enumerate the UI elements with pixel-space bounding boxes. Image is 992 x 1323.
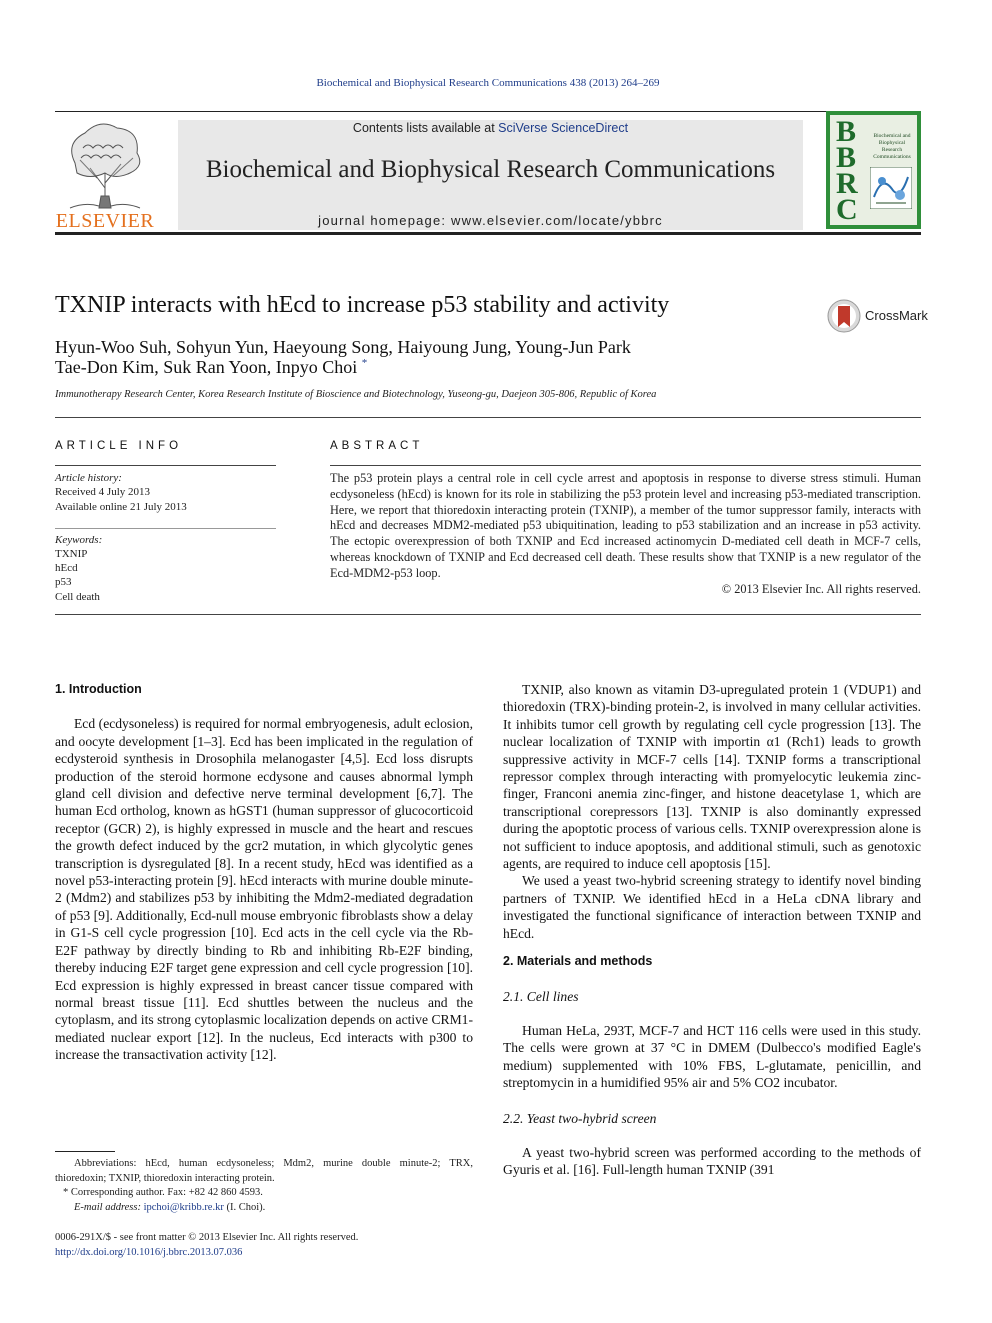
- divider: [55, 465, 276, 466]
- intro-paragraph-3: We used a yeast two-hybrid screening strategy to identify novel binding partners of TXNIP. We identified hEcd in a HeLa cDNA library and investigated the functional significance of interaction between TXNIP and hEcd.: [503, 873, 921, 941]
- cover-letter: R: [836, 167, 858, 200]
- cover-letter: B: [836, 115, 857, 148]
- cover-title-line: Communications: [873, 154, 911, 160]
- doi-link[interactable]: http://dx.doi.org/10.1016/j.bbrc.2013.07.036: [55, 1246, 243, 1258]
- online-date: Available online 21 July 2013: [55, 501, 187, 513]
- footnote-rule: [55, 1151, 115, 1152]
- body-column-left: [55, 681, 473, 1064]
- divider: [55, 528, 276, 529]
- abbreviations-footnote: Abbreviations: hEcd, human ecdysoneless; Mdm2, murine double minute-2; TRX, thioredoxin; TXNIP, thioredoxin interacting protein.: [55, 1158, 473, 1184]
- issn-line: 0006-291X/$ - see front matter © 2013 Elsevier Inc. All rights reserved.: [55, 1232, 359, 1243]
- journal-cover-thumbnail: [826, 111, 921, 229]
- cell-lines-paragraph: Human HeLa, 293T, MCF-7 and HCT 116 cells were used in this study. The cells were grown at 37 °C in DMEM (Dulbecco's modified Eagle's medium) supplemented with 10% FBS, L-glutamate, penicillin, and streptomycin in a humidified 95% air and 5% CO2 incubator.: [503, 1022, 921, 1091]
- cover-title-line: Biophysical: [878, 140, 906, 146]
- contents-prefix: Contents lists available at: [352, 121, 499, 135]
- abstract-heading: ABSTRACT: [330, 440, 424, 452]
- cover-letter: B: [836, 141, 857, 174]
- keyword: hEcd: [55, 562, 78, 575]
- email-footnote: [55, 1201, 473, 1216]
- keywords-label: Keywords:: [55, 534, 103, 546]
- article-title: TXNIP interacts with hEcd to increase p53 stability and activity: [55, 292, 670, 318]
- email-label: E-mail address:: [74, 1201, 144, 1213]
- issn-block: [55, 1231, 358, 1260]
- keywords-list: [55, 547, 100, 604]
- received-date: Received 4 July 2013: [55, 486, 151, 498]
- yeast-two-hybrid-paragraph: A yeast two-hybrid screen was performed according to the methods of Gyuris et al. [16]. Full-length human TXNIP (391: [503, 1144, 921, 1178]
- divider: [330, 465, 921, 466]
- cover-illustration: [870, 167, 912, 209]
- divider: [55, 614, 921, 615]
- subsection-heading-yeast-two-hybrid: 2.2. Yeast two-hybrid screen: [503, 1110, 657, 1126]
- cover-title-line: Biochemical and: [873, 133, 911, 139]
- author-names: Tae-Don Kim, Suk Ran Yoon, Inpyo Choi: [55, 357, 358, 377]
- footnotes: [55, 1157, 473, 1215]
- contents-line: [178, 121, 803, 135]
- citation-link[interactable]: Biochemical and Biophysical Research Communications 438 (2013) 264–269: [316, 77, 660, 89]
- header-rule-bottom: [55, 232, 921, 235]
- author-list-line-2: [55, 357, 367, 378]
- journal-homepage[interactable]: journal homepage: www.elsevier.com/locate/ybbrc: [318, 213, 663, 228]
- keyword: TXNIP: [55, 548, 88, 560]
- cover-title-line: Research: [881, 147, 903, 153]
- subsection-heading-cell-lines: 2.1. Cell lines: [503, 988, 579, 1004]
- section-heading-methods: 2. Materials and methods: [503, 954, 653, 969]
- author-list-line-1: Hyun-Woo Suh, Sohyun Yun, Haeyoung Song, Haiyoung Jung, Young-Jun Park: [55, 337, 631, 357]
- article-history-label: Article history:: [55, 472, 122, 484]
- abstract-text: The p53 protein plays a central role in cell cycle arrest and apoptosis in response to diverse stress stimuli. Human ecdysoneless (hEcd) is known for its role in stabilizing the p53 protein level and increasing p53-mediated transcription. Here, we report that thioredoxin interacting protein (TXNIP), a member of the tumor suppressor family, interacts with hEcd and decreases MDM2-mediated p53 ubiquitination, leading to p53 stabilization and an increase in p53 activity. The ectopic overexpression of both TXNIP and Ecd increased actinomycin D-mediated cell death in MCF-7 cells, whereas knockdown of TXNIP and Ecd decreased cell death. These results show that TXNIP is a new regulator of the Ecd-MDM2-p53 loop.: [330, 471, 921, 580]
- abstract-body: [330, 471, 921, 597]
- crossmark-icon[interactable]: [826, 298, 862, 334]
- sciencedirect-link[interactable]: SciVerse ScienceDirect: [498, 121, 629, 135]
- abstract-copyright: © 2013 Elsevier Inc. All rights reserved.: [721, 581, 921, 596]
- header-rule-top: [55, 111, 921, 112]
- cover-letter: C: [836, 193, 858, 226]
- email-suffix: (I. Choi).: [223, 1201, 266, 1213]
- divider: [55, 417, 921, 418]
- intro-paragraph-1: Ecd (ecdysoneless) is required for normal embryogenesis, adult eclosion, and oocyte development [1–3]. Ecd has been implicated in the regulation of ecdysteroid synthesis in Drosophila melanogaster [4,5]. Ecd loss disrupts production of the steroid hormone ecdysone and causes abnormal lymph gland cell division and defective nerve terminal development [6,7]. The human Ecd ortholog, known as hGST1 (human suppressor of glucocorticoid receptor (GCR) 2), is highly expressed in muscle and the heart and rescues the growth defect induced by the gcr2 mutation, in which glycolytic genes transcription is dysregulated [8]. In a recent study, hEcd was identified as a novel p53-interacting protein [9]. hEcd interacts with murine double minute-2 (Mdm2) and stabilizes p53 by inhibiting the Mdm2-mediated degradation of p53 [9]. Additionally, Ecd-null mouse embryonic fibroblasts show a delay in G1-S cell cycle progression [10]. Ecd acts in the cell cycle via the Rb-E2F pathway by directly binding to Rb and inhibiting Rb-E2F binding, thereby inducing E2F target gene expression and cell cycle progression [10]. Ecd expression is highly expressed in breast cancer tissue compared with normal breast tissue [11]. Ecd shuttles between the nucleus and the cytoplasm, and its strong cytoplasmic localization depends on active CRM1-mediated nuclear export [12]. In the nucleus, Ecd interacts with p300 to increase the transactivation activity [12].: [55, 716, 473, 1063]
- cover-inner: [830, 115, 917, 225]
- intro-paragraph-2: TXNIP, also known as vitamin D3-upregulated protein 1 (VDUP1) and thioredoxin (TRX)-binding protein-2, is involved in many cellular activities. It inhibits tumor cell growth by regulating cell cycle progression [13]. The nuclear localization of TXNIP with importin α1 (Rch1) leads to growth suppressive activity in MCF-7 cells [14]. TXNIP forms a transcriptional repressor complex through interacting with promyelocytic leukemia zinc-finger, Franconi anemia zinc-finger, and histone deacetylase 1, which are transcriptional corepressors [13]. TXNIP is also dominantly expressed during the apoptotic process of various cells. TXNIP overexpression alone is not sufficient to induce apoptosis, and additional stimuli, such as genotoxic agents, are required to induce cell apoptosis [15].: [503, 682, 921, 872]
- email-link[interactable]: ipchoi@kribb.re.kr: [143, 1201, 224, 1213]
- crossmark-label[interactable]: CrossMark: [865, 308, 928, 323]
- body-column-right: [503, 681, 921, 1179]
- article-info-heading: ARTICLE INFO: [55, 440, 183, 452]
- section-heading-introduction: 1. Introduction: [55, 682, 142, 696]
- affiliation: Immunotherapy Research Center, Korea Research Institute of Bioscience and Biotechnology, Yuseong-gu, Daejeon 305-806, Republic of Korea: [55, 389, 657, 400]
- journal-name: Biochemical and Biophysical Research Communications: [205, 156, 776, 183]
- corresponding-author-footnote: * Corresponding author. Fax: +82 42 860 4593.: [63, 1187, 263, 1198]
- elsevier-wordmark: ELSEVIER: [55, 210, 155, 232]
- keyword: Cell death: [55, 590, 100, 603]
- corresponding-author-mark[interactable]: *: [361, 357, 368, 369]
- keyword: p53: [55, 576, 72, 589]
